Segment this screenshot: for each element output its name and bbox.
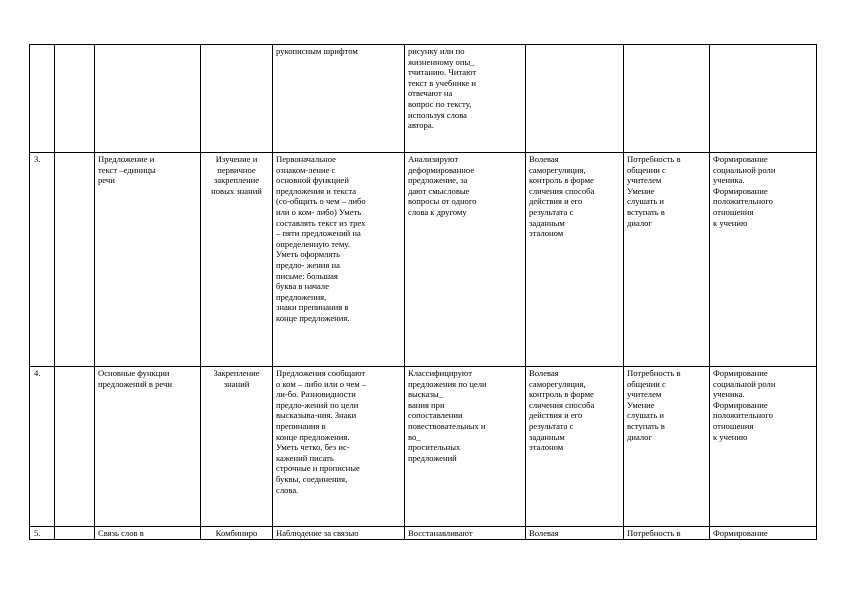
cell-text-line: Волевая	[529, 368, 559, 378]
cell-text-line: слушать и	[627, 196, 665, 207]
cell-text-line: сличения способа	[529, 399, 595, 410]
cell-text-line: Волевая	[529, 528, 559, 538]
cell-text-line: автора.	[408, 120, 434, 131]
cell-text-line: о ком – либо или о чем –	[276, 378, 367, 389]
cell-text-line: ученика.	[713, 175, 745, 186]
cell-text-line: предложения,	[276, 291, 327, 302]
table-cell-content	[273, 45, 405, 153]
cell-text-line: Изучение и	[215, 154, 258, 164]
cell-text-line: определенную тему.	[276, 238, 350, 249]
cell-text-line: препинания в	[276, 420, 326, 431]
cell-text-line: буквы, соединения,	[276, 473, 348, 484]
cell-text-line: предло- жения на	[276, 259, 340, 270]
cell-text-line: Формирование	[713, 154, 768, 164]
cell-text-line: просительных	[408, 442, 461, 453]
cell-text-line: положительного	[713, 410, 773, 421]
cell-text-line: предложений в речи	[98, 378, 172, 389]
table-cell-lesson-type	[201, 45, 273, 153]
cell-text-line: действия и его	[529, 196, 583, 207]
cell-text-line: отношения	[713, 206, 754, 217]
cell-text-line: Классифицируют	[408, 368, 472, 378]
cell-text: 3.	[34, 154, 41, 164]
cell-text-line: Формирование	[713, 528, 768, 538]
table-cell-topic	[95, 45, 201, 153]
cell-text-line: саморегуляция,	[529, 164, 586, 175]
table-cell-topic	[95, 527, 201, 540]
cell-text-line: Умение	[627, 185, 655, 196]
cell-text-line: буква в начале	[276, 281, 330, 292]
cell-text-line: вания при	[408, 399, 445, 410]
cell-text-line: социальной роли	[713, 164, 776, 175]
cell-text-line: саморегуляция,	[529, 378, 586, 389]
table-cell-topic	[95, 367, 201, 527]
cell-text-line: Потребность в	[627, 368, 681, 378]
cell-text-line: общении с	[627, 164, 666, 175]
cell-text-line: жизненному опы_	[408, 56, 475, 67]
table-cell-result	[710, 45, 817, 153]
table-cell-activities	[405, 367, 526, 527]
cell-text-line: основной функцией	[276, 175, 349, 186]
cell-text-line: повествовательных и	[408, 420, 486, 431]
cell-text-line: тчитанию. Читают	[408, 67, 477, 78]
cell-text-line: новых знаний	[211, 185, 262, 196]
cell-text-line: сопоставлении	[408, 410, 463, 421]
cell-text-line: Волевая	[529, 154, 559, 164]
table-cell-regulative	[526, 527, 624, 540]
cell-text-line: слова к другому	[408, 206, 467, 217]
cell-text: 5.	[34, 528, 41, 538]
cell-text-line: социальной роли	[713, 378, 776, 389]
cell-text-line: во_	[408, 431, 421, 442]
cell-text: 4.	[34, 368, 41, 378]
cell-text-line: закрепление	[213, 175, 260, 186]
table-cell-result	[710, 527, 817, 540]
cell-text-line: Формирование	[713, 399, 768, 410]
table-cell-result	[710, 367, 817, 527]
cell-text-line: результата с	[529, 206, 574, 217]
cell-text-line: общении с	[627, 378, 666, 389]
table-cell-personal	[624, 45, 710, 153]
cell-text-line: используя слова	[408, 109, 467, 120]
cell-text-line: контроль в форме	[529, 175, 594, 186]
cell-text-line: заданным	[529, 217, 565, 228]
cell-text-line: высказы_	[408, 389, 443, 400]
cell-text-line: отвечают на	[408, 88, 453, 99]
table-cell-content	[273, 153, 405, 367]
cell-text-line: Формирование	[713, 185, 768, 196]
table-cell-lesson-type	[201, 367, 273, 527]
cell-text-line: Умение	[627, 399, 655, 410]
table-cell-activities	[405, 153, 526, 367]
table-cell-lesson-type	[201, 527, 273, 540]
cell-text-line: Анализируют	[408, 154, 459, 164]
cell-text-line: знаний	[223, 378, 250, 389]
cell-text-line: речи	[98, 175, 115, 186]
cell-text-line: к учению	[713, 431, 748, 442]
table-cell-result	[710, 153, 817, 367]
table-row	[30, 153, 817, 367]
cell-text-line: ознаком-ление с	[276, 164, 336, 175]
cell-text-line: эталоном	[529, 228, 564, 239]
table-cell-lesson-type	[201, 153, 273, 367]
cell-text-line: дают смысловые	[408, 185, 470, 196]
lesson-plan-table	[29, 44, 817, 540]
cell-text-line: предложений	[408, 452, 457, 463]
cell-text-line: Потребность в	[627, 154, 681, 164]
cell-text-line: предложения и текста	[276, 185, 357, 196]
cell-text-line: конце предложения.	[276, 312, 350, 323]
table-cell-num	[30, 153, 55, 367]
cell-text-line: деформированное	[408, 164, 475, 175]
cell-text-line: положительного	[713, 196, 773, 207]
table-cell-regulative	[526, 367, 624, 527]
cell-text-line: контроль в форме	[529, 389, 594, 400]
table-cell-num	[30, 527, 55, 540]
cell-text-line: ли-бо. Разновидности	[276, 389, 356, 400]
table-cell-personal	[624, 153, 710, 367]
cell-text-line: вопрос по тексту,	[408, 98, 472, 109]
cell-text-line: первичное	[217, 164, 256, 175]
cell-text-line: диалог	[627, 431, 652, 442]
cell-text-line: Первоначальное	[276, 154, 336, 164]
cell-text-line: предло-жений по цели	[276, 399, 359, 410]
cell-text-line: сличения способа	[529, 185, 595, 196]
table-cell-blank	[55, 527, 95, 540]
table-cell-activities	[405, 527, 526, 540]
cell-text-line: кажений писать	[276, 452, 334, 463]
cell-text-line: Основные функции	[98, 368, 170, 378]
cell-text-line: Предложения сообщают	[276, 368, 366, 378]
cell-text-line: Комбиниро	[215, 528, 258, 538]
cell-text-line: рукописным шрифтом	[276, 46, 358, 56]
cell-text-line: Закрепление	[213, 368, 260, 378]
table-cell-activities	[405, 45, 526, 153]
table-row	[30, 45, 817, 153]
cell-text-line: вопросы от одного	[408, 196, 477, 207]
table-cell-topic	[95, 153, 201, 367]
cell-text-line: строчные и прописные	[276, 463, 360, 474]
cell-text-line: учителем	[627, 389, 662, 400]
table-cell-regulative	[526, 45, 624, 153]
cell-text-line: результата с	[529, 420, 574, 431]
cell-text-line: Потребность в	[627, 528, 681, 538]
cell-text-line: слушать и	[627, 410, 665, 421]
cell-text-line: отношения	[713, 420, 754, 431]
cell-text-line: (со-общить о чем – либо	[276, 196, 366, 207]
cell-text-line: заданным	[529, 431, 565, 442]
cell-text-line: текст в учебнике и	[408, 77, 476, 88]
cell-text-line: предложения по цели	[408, 378, 487, 389]
table-cell-personal	[624, 527, 710, 540]
cell-text-line: Связь слов в	[98, 528, 144, 538]
cell-text-line: вступать в	[627, 206, 665, 217]
cell-text-line: Наблюдение за связью	[276, 528, 359, 538]
cell-text-line: письме: большая	[276, 270, 338, 281]
cell-text-line: знаки препинания в	[276, 302, 349, 313]
cell-text-line: Формирование	[713, 368, 768, 378]
cell-text-line: – пяти предложений на	[276, 228, 361, 239]
cell-text-line: ученика.	[713, 389, 745, 400]
table-cell-num	[30, 45, 55, 153]
cell-text-line: высказыва-ния. Знаки	[276, 410, 357, 421]
cell-text-line: Уметь четко, без ис-	[276, 442, 350, 453]
table-cell-blank	[55, 367, 95, 527]
table-row	[30, 527, 817, 540]
cell-text-line: Предложение и	[98, 154, 155, 164]
cell-text-line: слова.	[276, 484, 299, 495]
cell-text-line: Восстанавливают	[408, 528, 473, 538]
table-cell-personal	[624, 367, 710, 527]
table-body	[30, 45, 817, 540]
table-row	[30, 367, 817, 527]
cell-text-line: Уметь оформлять	[276, 249, 341, 260]
cell-text-line: действия и его	[529, 410, 583, 421]
cell-text-line: текст –единицы	[98, 164, 156, 175]
cell-text-line: эталоном	[529, 442, 564, 453]
cell-text-line: к учению	[713, 217, 748, 228]
cell-text-line: диалог	[627, 217, 652, 228]
cell-text-line: предложение, за	[408, 175, 468, 186]
cell-text-line: рисунку или по	[408, 46, 465, 56]
cell-text-line: составлять текст из трех	[276, 217, 366, 228]
table-cell-content	[273, 527, 405, 540]
cell-text-line: конце предложения.	[276, 431, 350, 442]
table-cell-blank	[55, 45, 95, 153]
cell-text-line: вступать в	[627, 420, 665, 431]
table-cell-content	[273, 367, 405, 527]
table-cell-regulative	[526, 153, 624, 367]
cell-text-line: учителем	[627, 175, 662, 186]
cell-text-line: или о ком- либо) Уметь	[276, 206, 362, 217]
table-cell-num	[30, 367, 55, 527]
table-cell-blank	[55, 153, 95, 367]
